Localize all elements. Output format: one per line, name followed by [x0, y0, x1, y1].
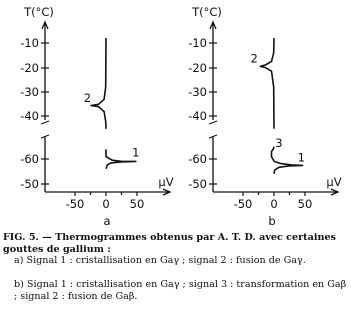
figure-title: Thermogrammes obtenus par A. T. D. avec certaines gouttes de gallium :	[3, 232, 336, 255]
signal-label-2: 2	[250, 51, 258, 66]
figure-caption-a	[14, 255, 348, 267]
y-tick-label: -60	[20, 152, 39, 166]
x-tick-label: 50	[129, 197, 145, 211]
caption-b-text: b) Signal 1 : cristallisation en Gaγ ; signal 3 : transformation en Gaβ ; signal 2 : fusion de Gaβ.	[14, 279, 347, 302]
signal-label-2: 2	[83, 90, 92, 105]
y-tick-label: -50	[20, 177, 39, 191]
axis-break-mark	[41, 121, 49, 124]
signal-label-1: 1	[297, 150, 305, 165]
figure-caption-b	[14, 279, 348, 302]
caption-a-text: a) Signal 1 : cristallisation en Gaγ ; signal 2 : fusion de Gaγ.	[14, 255, 306, 266]
x-axis-label: μV	[326, 175, 342, 189]
panel-b	[188, 5, 342, 228]
y-tick-label: -10	[20, 36, 39, 50]
panel-label: a	[103, 214, 111, 228]
signal-curve-2	[260, 38, 274, 129]
figure-label: FIG. 5.	[3, 232, 39, 243]
axis-break-mark	[209, 121, 217, 124]
x-tick-label: 0	[102, 197, 110, 211]
y-tick-label: -60	[188, 152, 207, 166]
figure-caption-title: FIG. 5. — Thermogrammes obtenus par A. T. D. avec certaines gouttes de gallium :	[3, 232, 336, 255]
y-tick-label: -50	[188, 177, 207, 191]
x-tick-label: -50	[65, 197, 85, 211]
y-tick-label: -40	[20, 109, 39, 123]
x-tick-label: 50	[297, 197, 313, 211]
signal-curve-3	[272, 147, 275, 162]
y-tick-label: -20	[20, 61, 39, 75]
y-tick-label: -30	[20, 85, 39, 99]
x-tick-label: -50	[233, 197, 253, 211]
signal-label-3: 3	[275, 135, 283, 150]
y-tick-label: -40	[188, 109, 207, 123]
panel-label: b	[268, 214, 276, 228]
y-tick-label: -10	[188, 36, 207, 50]
signal-curve-2	[91, 38, 106, 129]
y-axis-label: T(°C)	[192, 5, 222, 19]
signal-label-1: 1	[132, 145, 140, 160]
y-tick-label: -20	[188, 61, 207, 75]
x-tick-label: 0	[270, 197, 278, 211]
y-tick-label: -30	[188, 85, 207, 99]
x-axis-label: μV	[158, 175, 174, 189]
y-axis-label: T(°C)	[24, 5, 54, 19]
panel-a	[20, 5, 174, 228]
